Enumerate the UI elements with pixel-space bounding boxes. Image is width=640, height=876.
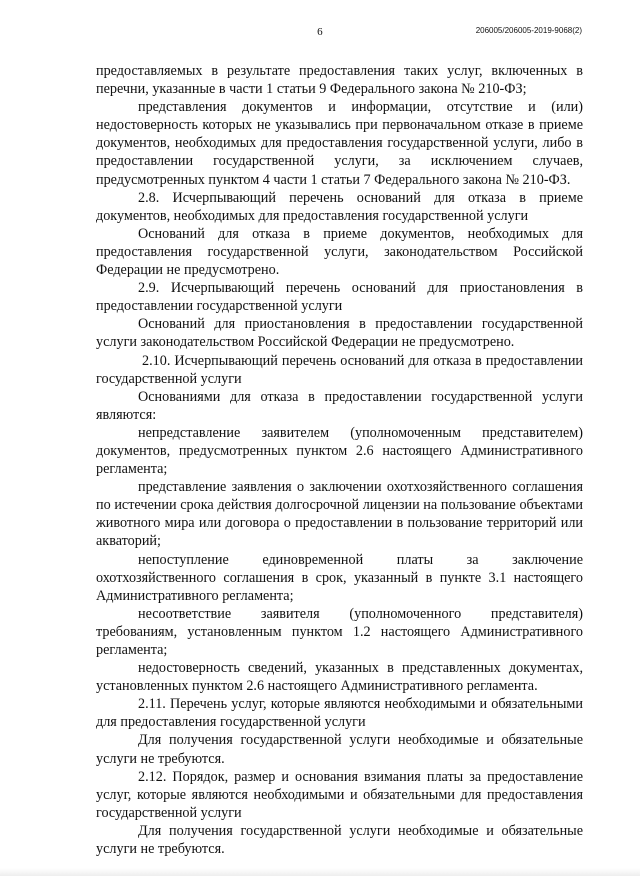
section-heading-2-9: 2.9. Исчерпывающий перечень оснований для приостановления в предоставлении государственной услуги bbox=[96, 280, 583, 315]
document-code: 206005/206005-2019-9068(2) bbox=[475, 26, 582, 35]
scan-edge bbox=[0, 868, 640, 876]
paragraph-list-item: несоответствие заявителя (уполномоченного представителя) требованиям, установленным пунктом 1.2 настоящего Административного регламента; bbox=[96, 605, 583, 658]
paragraph-list-item: непоступление единовременной платы за заключение охотхозяйственного соглашения в срок, указанный в пункте 3.1 настоящего Административного регламента; bbox=[96, 551, 583, 604]
paragraph-list-item: представления документов и информации, отсутствие и (или) недостоверность которых не указывались при первоначальном отказе в приеме документов, необходимых для предоставления государственной услуги, либо в предоставлении государственной услуги, за исключением случаев, предусмотренных пунктом 4 части 1 статьи 7 Федерального закона № 210-ФЗ. bbox=[96, 99, 583, 188]
paragraph: Для получения государственной услуги необходимые и обязательные услуги не требуются. bbox=[96, 732, 583, 767]
section-heading-2-8: 2.8. Исчерпывающий перечень оснований для отказа в приеме документов, необходимых для предоставления государственной услуги bbox=[96, 189, 583, 224]
paragraph-list-item: недостоверность сведений, указанных в представленных документах, установленных пунктом 2.6 настоящего Административного регламента. bbox=[96, 660, 583, 695]
section-heading-2-12: 2.12. Порядок, размер и основания взимания платы за предоставление услуг, которые являются необходимыми и обязательными для предоставления государственной услуги bbox=[96, 768, 583, 821]
section-heading-2-11: 2.11. Перечень услуг, которые являются необходимыми и обязательными для предоставления государственной услуги bbox=[96, 696, 583, 731]
paragraph: Для получения государственной услуги необходимые и обязательные услуги не требуются. bbox=[96, 822, 583, 858]
page-number: 6 bbox=[317, 26, 323, 38]
paragraph-list-item: непредставление заявителем (уполномоченным представителем) документов, предусмотренных пунктом 2.6 настоящего Административного регламента; bbox=[96, 424, 583, 478]
paragraph: Оснований для отказа в приеме документов, необходимых для предоставления государственной услуги, законодательством Российской Федерации не предусмотрено. bbox=[96, 225, 583, 279]
paragraph-continuation: предоставляемых в результате предоставления таких услуг, включенных в перечни, указанные в части 1 статьи 9 Федерального закона № 210-ФЗ; bbox=[96, 63, 583, 98]
section-heading-2-10: 2.10. Исчерпывающий перечень оснований для отказа в предоставлении государственной услуги bbox=[96, 352, 583, 387]
document-body bbox=[96, 62, 583, 858]
paragraph-list-item: представление заявления о заключении охотхозяйственного соглашения по истечении срока действия долгосрочной лицензии на пользование объектами животного мира или договора о предоставлении в пользование территорий или акваторий; bbox=[96, 479, 583, 550]
paragraph: Основаниями для отказа в предоставлении государственной услуги являются: bbox=[96, 388, 583, 423]
paragraph: Оснований для приостановления в предоставлении государственной услуги законодательством Российской Федерации не предусмотрено. bbox=[96, 316, 583, 351]
